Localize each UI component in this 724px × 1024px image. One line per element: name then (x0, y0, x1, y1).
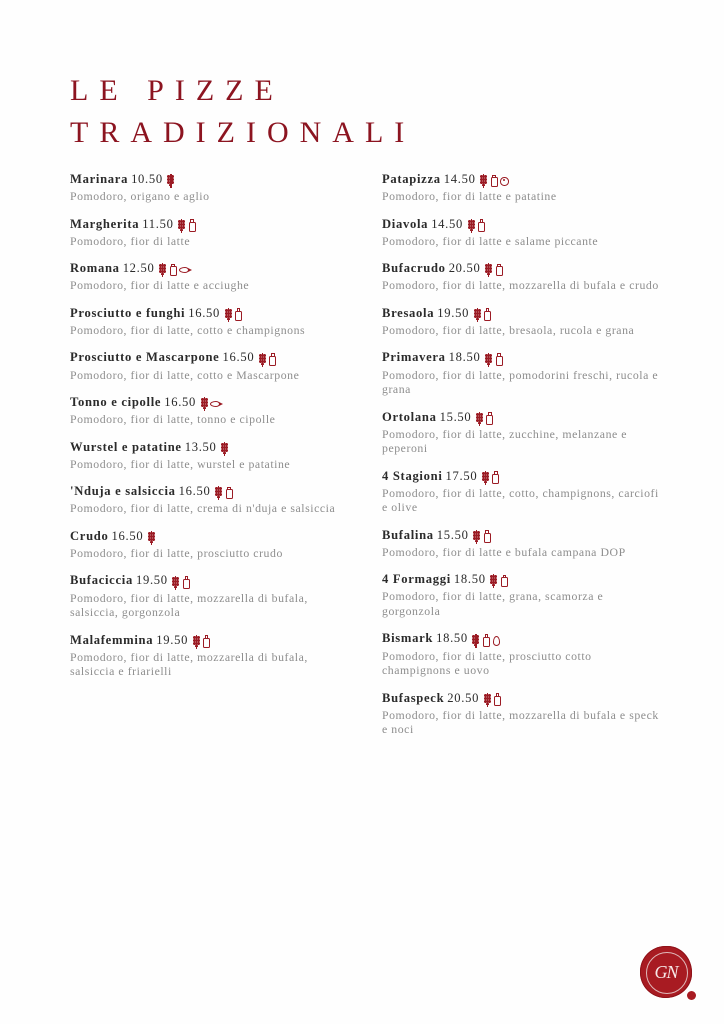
menu-item-price: 16.50 (164, 395, 197, 410)
milk-icon (482, 634, 491, 648)
menu-item-name: Crudo (70, 528, 109, 543)
menu-item-name: Bismark (382, 631, 434, 646)
menu-item-description: Pomodoro, fior di latte, cotto e champignons (70, 322, 306, 337)
menu-item-price: 18.50 (448, 350, 481, 365)
egg-icon (492, 634, 501, 648)
gluten-icon (159, 263, 168, 277)
menu-item-header (70, 261, 348, 277)
menu-item-price: 19.50 (135, 573, 168, 588)
menu-item-name: Marinara (70, 172, 129, 186)
menu-item-header (70, 573, 348, 589)
menu-item-name: Margherita (70, 216, 140, 231)
menu-item-description: Pomodoro, fior di latte, prosciutto cotto champignons e uovo (382, 648, 592, 678)
menu-item-price: 14.50 (443, 172, 476, 186)
allergen-icons (192, 634, 212, 649)
fish-icon (179, 263, 194, 277)
menu-item-header (382, 261, 660, 277)
allergen-icons (480, 173, 510, 188)
page-title-line-2: TRADIZIONALI (70, 116, 416, 149)
menu-item-header (382, 631, 660, 647)
page-title (70, 70, 650, 154)
menu-item-description: Pomodoro, fior di latte, tonno e cipolle (70, 412, 276, 427)
allergen-icons (475, 411, 495, 426)
gluten-icon (258, 353, 267, 367)
menu-item (382, 306, 660, 338)
menu-item-name: Primavera (382, 350, 446, 365)
milk-icon (169, 263, 178, 277)
menu-item (382, 528, 660, 560)
menu-item-header (382, 469, 660, 485)
menu-item-price: 12.50 (122, 261, 155, 276)
gluten-icon (167, 174, 176, 188)
menu-item-description: Pomodoro, origano e aglio (70, 189, 210, 204)
menu-item (70, 261, 348, 293)
menu-item-header (382, 350, 660, 366)
allergen-icons (467, 218, 487, 233)
milk-icon (490, 174, 499, 188)
allergen-icons (215, 485, 235, 500)
milk-icon (495, 353, 504, 367)
allergen-icons (167, 173, 177, 188)
gluten-icon (473, 530, 482, 544)
menu-item-name: Romana (70, 261, 120, 276)
gluten-icon (475, 412, 484, 426)
menu-item-header (70, 172, 348, 188)
menu-item-header (70, 350, 348, 366)
menu-item-description: Pomodoro, fior di latte, mozzarella di bufala e speck e noci (382, 707, 659, 737)
menu-item-price: 17.50 (445, 468, 478, 483)
menu-item-description: Pomodoro, fior di latte, cotto, champignons, carciofi e olive (382, 485, 659, 515)
menu-item-description: Pomodoro, fior di latte, grana, scamorza e gorgonzola (382, 589, 604, 618)
milk-icon (491, 471, 500, 485)
milk-icon (485, 412, 494, 426)
seal-monogram: GN (654, 961, 678, 982)
page-title-line-1: LE PIZZE (70, 74, 284, 107)
menu-item-price: 20.50 (448, 261, 481, 276)
menu-item-name: Prosciutto e Mascarpone (70, 350, 220, 365)
menu-item-header (382, 528, 660, 544)
menu-item-description: Pomodoro, fior di latte, mozzarella di bufala, salsiccia e friarielli (70, 649, 308, 679)
menu-item-price: 15.50 (439, 409, 472, 424)
gluten-icon (467, 219, 476, 233)
menu-item (382, 261, 660, 293)
menu-item-description: Pomodoro, fior di latte, crema di n'duja e salsiccia (70, 501, 336, 516)
allergen-icons (200, 396, 226, 411)
menu-item (70, 217, 348, 249)
gluten-icon (200, 397, 209, 411)
gluten-icon (485, 263, 494, 277)
menu-item-price: 18.50 (453, 572, 486, 587)
menu-item (382, 469, 660, 515)
menu-item-description: Pomodoro, fior di latte, prosciutto crudo (70, 545, 283, 560)
menu-item-price: 11.50 (142, 216, 174, 231)
gluten-icon (472, 634, 481, 648)
allergen-icons (485, 351, 505, 366)
tomato-icon (500, 174, 509, 188)
gluten-icon (172, 576, 181, 590)
menu-item (382, 350, 660, 396)
menu-item (382, 691, 660, 737)
menu-item-price: 19.50 (156, 632, 189, 647)
menu-item-name: Bresaola (382, 305, 435, 320)
gluten-icon (221, 442, 230, 456)
menu-item-header (70, 633, 348, 649)
menu-item-name: 4 Formaggi (382, 572, 451, 587)
allergen-icons (147, 530, 157, 545)
milk-icon (483, 530, 492, 544)
menu-item-price: 16.50 (178, 484, 211, 499)
menu-item-header (382, 410, 660, 426)
menu-item-price: 16.50 (222, 350, 255, 365)
gluten-icon (147, 531, 156, 545)
milk-icon (234, 308, 243, 322)
milk-icon (268, 353, 277, 367)
menu-item-name: 4 Stagioni (382, 468, 443, 483)
allergen-icons (481, 470, 501, 485)
milk-icon (500, 574, 509, 588)
menu-item-description: Pomodoro, fior di latte, bresaola, rucola e grana (382, 322, 635, 337)
menu-item-price: 14.50 (431, 216, 464, 231)
gluten-icon (192, 635, 201, 649)
menu-item (382, 631, 660, 677)
allergen-icons (483, 692, 503, 707)
gluten-icon (215, 486, 224, 500)
menu-item-description: Pomodoro, fior di latte, mozzarella di bufala e crudo (382, 278, 659, 293)
menu-item-name: Prosciutto e funghi (70, 305, 186, 320)
menu-item-price: 19.50 (437, 305, 470, 320)
menu-item-header (70, 306, 348, 322)
menu-item-price: 15.50 (436, 527, 469, 542)
gluten-icon (224, 308, 233, 322)
menu-item (70, 573, 348, 619)
allergen-icons (485, 262, 505, 277)
menu-item-name: Bufaspeck (382, 690, 445, 705)
menu-item (70, 395, 348, 427)
menu-item-header (70, 440, 348, 456)
menu-item-description: Pomodoro, fior di latte, wurstel e patatine (70, 456, 291, 471)
menu-item-name: Wurstel e patatine (70, 439, 182, 454)
restaurant-seal (640, 946, 696, 1002)
menu-item (382, 217, 660, 249)
menu-item-header (382, 691, 660, 707)
milk-icon (188, 219, 197, 233)
menu-item-header (382, 572, 660, 588)
menu-item-description: Pomodoro, fior di latte (70, 233, 191, 248)
gluten-icon (490, 574, 499, 588)
allergen-icons (490, 573, 510, 588)
menu-item (382, 172, 660, 204)
allergen-icons (473, 307, 493, 322)
allergen-icons (224, 307, 244, 322)
menu-item-description: Pomodoro, fior di latte, mozzarella di bufala, salsiccia, gorgonzola (70, 590, 308, 620)
allergen-icons (472, 632, 502, 647)
menu-item-description: Pomodoro, fior di latte e acciughe (70, 278, 250, 293)
allergen-icons (159, 262, 195, 277)
allergen-icons (178, 218, 198, 233)
menu-item-header (382, 306, 660, 322)
milk-icon (225, 486, 234, 500)
gluten-icon (473, 308, 482, 322)
menu-item-name: Bufacrudo (382, 261, 446, 276)
gluten-icon (480, 174, 489, 188)
menu-item-description: Pomodoro, fior di latte, zucchine, melanzane e peperoni (382, 426, 628, 456)
milk-icon (477, 219, 486, 233)
milk-icon (202, 635, 211, 649)
menu-item-name: Diavola (382, 216, 429, 231)
milk-icon (493, 693, 502, 707)
menu-item (70, 484, 348, 516)
menu-column-left (70, 172, 348, 750)
allergen-icons (221, 441, 231, 456)
menu-column-right (382, 172, 660, 750)
menu-item (382, 410, 660, 456)
menu-item (70, 529, 348, 561)
menu-item-name: Patapizza (382, 172, 441, 186)
menu-item-header (70, 395, 348, 411)
menu-item-name: Ortolana (382, 409, 437, 424)
menu-item (70, 306, 348, 338)
seal-wax-drop (687, 991, 696, 1000)
menu-item-name: Tonno e cipolle (70, 395, 162, 410)
gluten-icon (483, 693, 492, 707)
gluten-icon (178, 219, 187, 233)
menu-item-name: Malafemmina (70, 632, 154, 647)
menu-item-header (70, 484, 348, 500)
menu-item (70, 633, 348, 679)
menu-columns (70, 172, 660, 750)
milk-icon (495, 263, 504, 277)
gluten-icon (485, 353, 494, 367)
menu-item-description: Pomodoro, fior di latte, pomodorini freschi, rucola e grana (382, 367, 659, 397)
menu-item-price: 16.50 (188, 305, 221, 320)
allergen-icons (258, 351, 278, 366)
menu-item-header (382, 217, 660, 233)
allergen-icons (172, 574, 192, 589)
menu-item-description: Pomodoro, fior di latte, cotto e Mascarpone (70, 367, 300, 382)
fish-icon (210, 397, 225, 411)
menu-item-name: Bufaciccia (70, 573, 133, 588)
menu-item-header (382, 172, 660, 188)
menu-item (70, 350, 348, 382)
menu-item-price: 16.50 (111, 528, 144, 543)
menu-item (70, 172, 348, 204)
menu-item (70, 440, 348, 472)
menu-item-description: Pomodoro, fior di latte e patatine (382, 189, 557, 204)
menu-item-header (70, 529, 348, 545)
menu-item-name: Bufalina (382, 527, 434, 542)
menu-item (382, 572, 660, 618)
milk-icon (182, 576, 191, 590)
menu-item-name: 'Nduja e salsiccia (70, 484, 176, 499)
menu-item-price: 13.50 (184, 439, 217, 454)
menu-item-price: 10.50 (131, 172, 163, 186)
menu-item-price: 20.50 (447, 690, 480, 705)
menu-item-header (70, 217, 348, 233)
menu-item-price: 18.50 (436, 631, 468, 646)
menu-item-description: Pomodoro, fior di latte e bufala campana DOP (382, 544, 626, 559)
allergen-icons (473, 529, 493, 544)
milk-icon (483, 308, 492, 322)
gluten-icon (481, 471, 490, 485)
menu-item-description: Pomodoro, fior di latte e salame piccante (382, 233, 599, 248)
